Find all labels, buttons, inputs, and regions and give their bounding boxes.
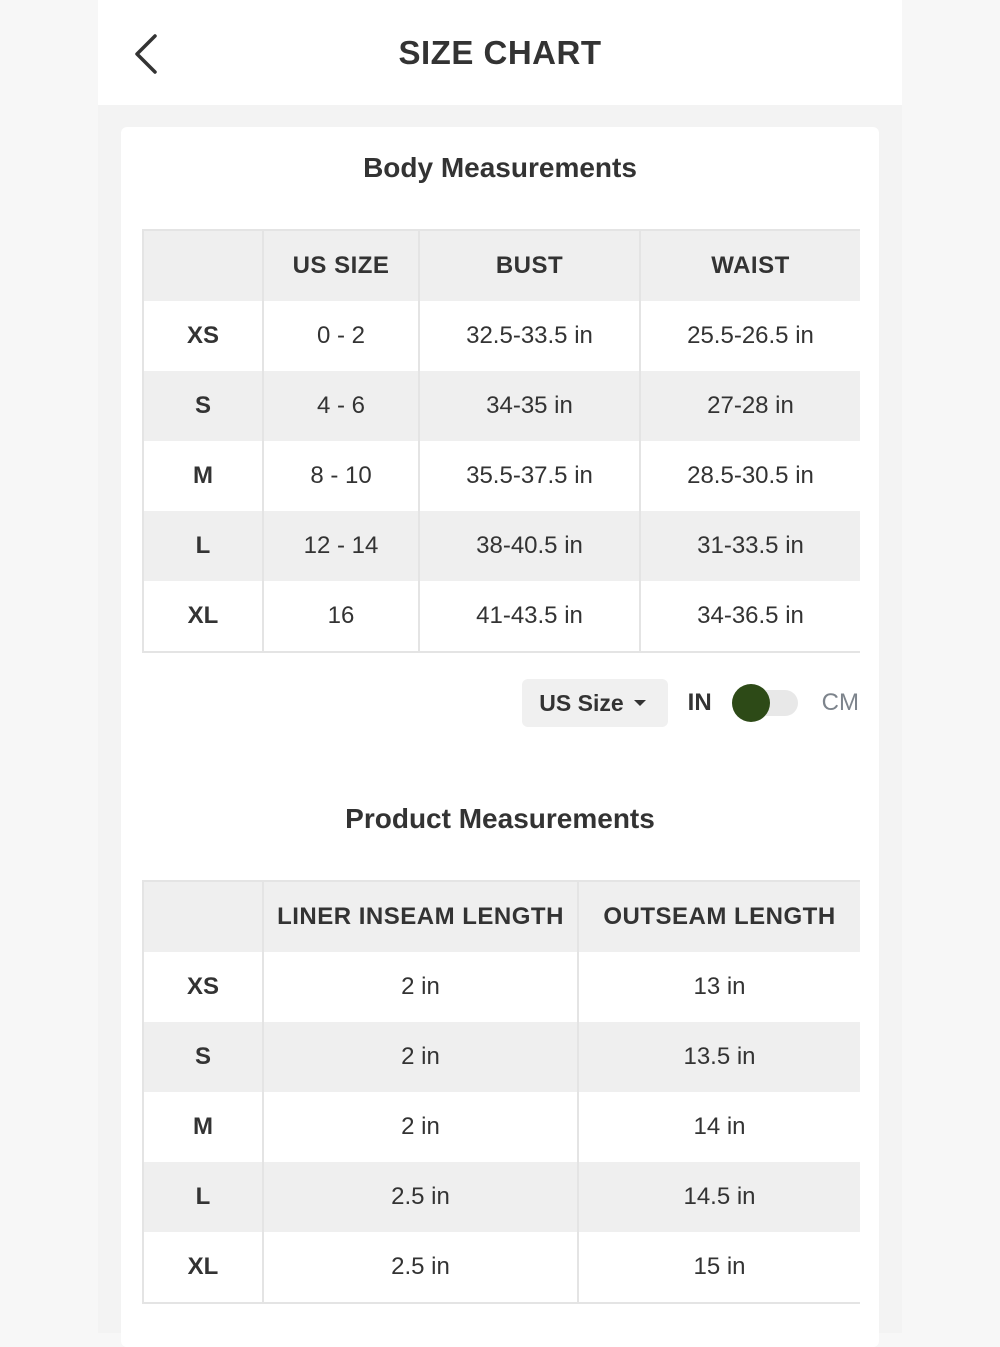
table-cell: 0 - 2 <box>263 301 419 371</box>
table-header-row <box>143 230 860 301</box>
table-cell: 34-36.5 in <box>640 581 860 652</box>
size-label: L <box>143 511 263 581</box>
size-chart-screen <box>98 0 902 1333</box>
table-row <box>143 511 860 581</box>
table-cell: 2.5 in <box>263 1232 578 1303</box>
unit-toggle[interactable] <box>732 690 798 716</box>
table-cell: 34-35 in <box>419 371 640 441</box>
table-row <box>143 952 860 1022</box>
table-row <box>143 371 860 441</box>
table-cell: 14.5 in <box>578 1162 860 1232</box>
table-cell: 8 - 10 <box>263 441 419 511</box>
table-row <box>143 301 860 371</box>
size-label: L <box>143 1162 263 1232</box>
body-measurements-title: Body Measurements <box>363 152 637 183</box>
table-cell: 2 in <box>263 1092 578 1162</box>
table-cell: 16 <box>263 581 419 652</box>
table-cell: 32.5-33.5 in <box>419 301 640 371</box>
size-label: M <box>143 441 263 511</box>
column-header <box>143 881 263 952</box>
table-cell: 35.5-37.5 in <box>419 441 640 511</box>
table-cell: 38-40.5 in <box>419 511 640 581</box>
column-header <box>143 230 263 301</box>
column-header: US SIZE <box>263 230 419 301</box>
table-row <box>143 1092 860 1162</box>
table-cell: 4 - 6 <box>263 371 419 441</box>
table-cell: 2 in <box>263 952 578 1022</box>
page-title: SIZE CHART <box>398 34 602 71</box>
size-system-dropdown[interactable] <box>522 679 667 727</box>
table-cell: 2 in <box>263 1022 578 1092</box>
table-cell: 27-28 in <box>640 371 860 441</box>
caret-down-icon <box>634 700 646 706</box>
table-cell: 13 in <box>578 952 860 1022</box>
table-cell: 25.5-26.5 in <box>640 301 860 371</box>
product-measurements-table <box>142 880 860 1304</box>
table-cell: 13.5 in <box>578 1022 860 1092</box>
table-cell: 14 in <box>578 1092 860 1162</box>
table-row <box>143 1162 860 1232</box>
table-row <box>143 1232 860 1303</box>
column-header: LINER INSEAM LENGTH <box>263 881 578 952</box>
header <box>98 0 902 105</box>
column-header: BUST <box>419 230 640 301</box>
product-measurements-title: Product Measurements <box>345 803 655 834</box>
size-chart-card <box>121 127 879 1347</box>
table-cell: 31-33.5 in <box>640 511 860 581</box>
table-header-row <box>143 881 860 952</box>
column-header: WAIST <box>640 230 860 301</box>
body-measurements-table <box>142 229 860 653</box>
size-label: XL <box>143 1232 263 1303</box>
size-label: S <box>143 1022 263 1092</box>
table-row <box>143 441 860 511</box>
unit-in-label[interactable]: IN <box>687 689 712 716</box>
unit-controls <box>522 678 859 728</box>
size-label: XL <box>143 581 263 652</box>
size-label: M <box>143 1092 263 1162</box>
table-cell: 15 in <box>578 1232 860 1303</box>
size-label: S <box>143 371 263 441</box>
table-row <box>143 581 860 652</box>
table-cell: 41-43.5 in <box>419 581 640 652</box>
column-header: OUTSEAM LENGTH <box>578 881 860 952</box>
toggle-knob <box>732 684 770 722</box>
size-system-value: US Size <box>539 689 624 716</box>
table-cell: 28.5-30.5 in <box>640 441 860 511</box>
table-row <box>143 1022 860 1092</box>
table-cell: 2.5 in <box>263 1162 578 1232</box>
size-label: XS <box>143 301 263 371</box>
table-cell: 12 - 14 <box>263 511 419 581</box>
unit-cm-label[interactable]: CM <box>821 689 859 716</box>
size-label: XS <box>143 952 263 1022</box>
